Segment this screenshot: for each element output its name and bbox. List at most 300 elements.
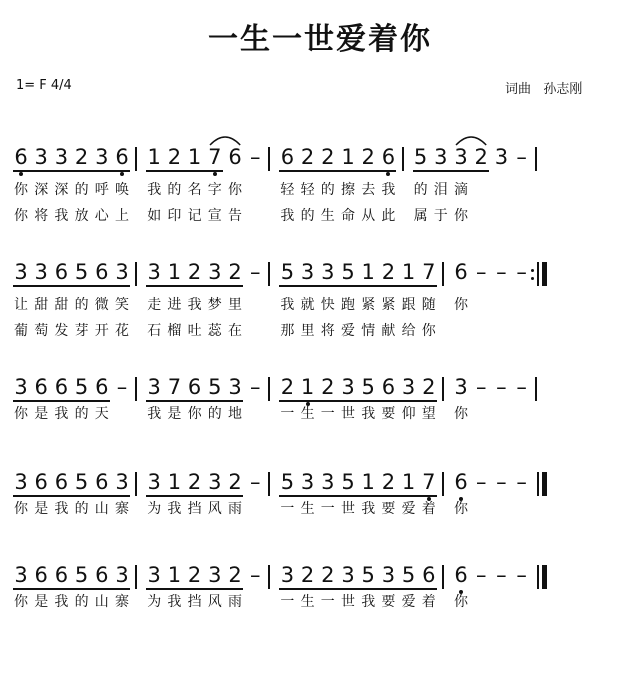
- note: 2: [422, 375, 436, 399]
- note: 5: [280, 470, 295, 494]
- dash-extension: –: [516, 470, 527, 494]
- note: 6: [115, 145, 129, 169]
- lyric-char: 山: [94, 594, 109, 610]
- dash-extension: –: [516, 260, 527, 284]
- note: 3: [147, 375, 161, 399]
- note: 1: [187, 145, 202, 169]
- barline: [442, 377, 444, 401]
- note: 1: [167, 470, 182, 494]
- barline: [135, 262, 137, 286]
- lyric-char: 为: [147, 501, 162, 517]
- lyric-char: 你: [14, 406, 28, 422]
- lyric-char: 呼: [94, 182, 109, 198]
- dash-extension: –: [516, 145, 527, 169]
- lyric-char: 你: [454, 594, 468, 610]
- lyric-char: 爱: [401, 501, 416, 517]
- repeat-barline: [537, 262, 553, 286]
- slur: [209, 133, 241, 147]
- beam-underline: [279, 285, 436, 287]
- lyric-char: 是: [34, 501, 49, 517]
- dash-extension: –: [475, 260, 487, 284]
- note: 2: [228, 563, 242, 587]
- note: 3: [208, 260, 222, 284]
- note: 3: [14, 563, 28, 587]
- lyric-char: 萄: [34, 323, 49, 339]
- lyric-char: 我: [54, 208, 69, 224]
- lyric-char: 我: [280, 208, 295, 224]
- note: 7: [422, 260, 436, 284]
- note: 7: [208, 145, 222, 169]
- lyric-char: 将: [320, 323, 335, 339]
- barline: [135, 565, 137, 589]
- lyric-char: 你: [454, 297, 468, 313]
- lyric-char: 仰: [401, 406, 416, 422]
- lyric-char: 你: [14, 208, 28, 224]
- lyric-char: 我: [167, 594, 182, 610]
- note: 3: [14, 260, 28, 284]
- note: 2: [381, 260, 396, 284]
- lyric-char: 山: [94, 501, 109, 517]
- octave-dot: [120, 172, 124, 176]
- lyric-char: 雨: [228, 501, 242, 517]
- lyric-char: 我: [167, 501, 182, 517]
- lyric-char: 走: [147, 297, 162, 313]
- lyric-char: 跟: [401, 297, 416, 313]
- note: 2: [187, 563, 202, 587]
- lyric-char: 你: [187, 406, 202, 422]
- lyric-char: 里: [228, 297, 242, 313]
- score-line: [0, 260, 640, 370]
- lyric-char: 风: [207, 594, 222, 610]
- lyric-char: 爱: [401, 594, 416, 610]
- dash-extension: –: [516, 563, 527, 587]
- lyric-char: 宣: [207, 208, 222, 224]
- dash-extension: –: [475, 375, 487, 399]
- lyric-char: 的: [74, 594, 89, 610]
- note: 7: [422, 470, 436, 494]
- barline: [135, 472, 137, 496]
- lyric-char: 为: [147, 594, 162, 610]
- note: 6: [95, 563, 109, 587]
- lyric-char: 葡: [14, 323, 28, 339]
- beam-underline: [146, 170, 223, 172]
- lyric-char: 名: [187, 182, 202, 198]
- note: 3: [341, 563, 355, 587]
- note: 3: [381, 563, 396, 587]
- lyric-char: 去: [361, 182, 376, 198]
- lyric-char: 世: [341, 594, 355, 610]
- lyric-char: 开: [94, 323, 109, 339]
- note: 6: [381, 375, 396, 399]
- lyric-char: 记: [187, 208, 202, 224]
- note: 5: [341, 260, 355, 284]
- note: 6: [228, 145, 242, 169]
- lyric-char: 生: [300, 406, 315, 422]
- key-signature: 1= F 4/4: [16, 78, 72, 93]
- note: 3: [54, 145, 69, 169]
- lyric-char: 唤: [115, 182, 129, 198]
- lyric-char: 吐: [187, 323, 202, 339]
- lyric-char: 是: [34, 406, 49, 422]
- lyric-char: 就: [300, 297, 315, 313]
- note: 3: [300, 260, 315, 284]
- barline: [268, 565, 270, 589]
- beam-underline: [146, 588, 243, 590]
- lyric-char: 的: [207, 406, 222, 422]
- note: 6: [54, 260, 69, 284]
- note: 5: [401, 563, 416, 587]
- lyric-char: 你: [14, 501, 28, 517]
- beam-underline: [13, 495, 130, 497]
- lyric-char: 我: [147, 406, 162, 422]
- note: 3: [208, 563, 222, 587]
- note: 3: [300, 470, 315, 494]
- lyric-char: 滴: [454, 182, 468, 198]
- score-line: [0, 563, 640, 673]
- lyric-char: 你: [228, 182, 242, 198]
- note: 3: [321, 260, 335, 284]
- note: 6: [454, 260, 468, 284]
- lyric-char: 世: [341, 501, 355, 517]
- lyric-char: 我: [280, 297, 295, 313]
- note: 6: [95, 470, 109, 494]
- note: 3: [34, 145, 48, 169]
- lyric-char: 你: [14, 594, 28, 610]
- lyric-char: 如: [147, 208, 162, 224]
- note: 1: [167, 563, 182, 587]
- dash-extension: –: [475, 470, 487, 494]
- lyric-char: 要: [381, 406, 396, 422]
- final-barline: [537, 472, 553, 496]
- note: 1: [401, 260, 416, 284]
- lyric-char: 随: [421, 297, 436, 313]
- lyric-char: 我: [381, 182, 396, 198]
- note: 7: [167, 375, 182, 399]
- note: 3: [147, 260, 161, 284]
- note: 2: [361, 145, 375, 169]
- note: 5: [280, 260, 295, 284]
- note: 5: [74, 470, 89, 494]
- lyric-char: 梦: [207, 297, 222, 313]
- lyric-char: 笑: [115, 297, 129, 313]
- note: 3: [208, 470, 222, 494]
- dash-extension: –: [249, 375, 261, 399]
- dash-extension: –: [249, 470, 261, 494]
- lyric-char: 的: [74, 501, 89, 517]
- lyric-char: 蕊: [207, 323, 222, 339]
- note: 2: [300, 145, 315, 169]
- barline: [268, 377, 270, 401]
- note: 6: [280, 145, 295, 169]
- slur: [455, 133, 487, 147]
- note: 2: [74, 145, 89, 169]
- note: 3: [115, 260, 129, 284]
- dash-extension: –: [116, 375, 128, 399]
- final-barline: [537, 565, 553, 589]
- lyric-char: 告: [228, 208, 242, 224]
- note: 1: [147, 145, 161, 169]
- note: 2: [321, 375, 335, 399]
- note: 1: [361, 470, 375, 494]
- note: 5: [74, 563, 89, 587]
- lyric-char: 石: [147, 323, 162, 339]
- beam-underline: [13, 285, 130, 287]
- octave-dot: [306, 402, 310, 406]
- lyric-char: 榴: [167, 323, 182, 339]
- note: 1: [401, 470, 416, 494]
- note: 2: [228, 260, 242, 284]
- beam-underline: [146, 285, 243, 287]
- lyric-char: 我: [361, 406, 376, 422]
- lyric-char: 将: [34, 208, 49, 224]
- note: 2: [474, 145, 488, 169]
- lyric-char: 雨: [228, 594, 242, 610]
- note: 3: [454, 375, 468, 399]
- note: 3: [401, 375, 416, 399]
- octave-dot: [427, 497, 431, 501]
- lyric-char: 心: [94, 208, 109, 224]
- lyric-char: 要: [381, 594, 396, 610]
- lyric-char: 一: [280, 406, 295, 422]
- note: 3: [454, 145, 468, 169]
- lyric-char: 你: [421, 323, 436, 339]
- lyric-char: 进: [167, 297, 182, 313]
- note: 6: [34, 375, 48, 399]
- lyric-char: 情: [361, 323, 376, 339]
- lyric-char: 让: [14, 297, 28, 313]
- lyric-char: 生: [320, 208, 335, 224]
- lyric-char: 世: [341, 406, 355, 422]
- lyric-char: 寨: [115, 594, 129, 610]
- lyric-char: 的: [320, 182, 335, 198]
- note: 2: [300, 563, 315, 587]
- lyric-char: 里: [300, 323, 315, 339]
- beam-underline: [279, 400, 436, 402]
- beam-underline: [413, 170, 490, 172]
- lyric-char: 此: [381, 208, 396, 224]
- lyric-char: 我: [54, 594, 69, 610]
- lyric-char: 印: [167, 208, 182, 224]
- lyric-char: 的: [74, 182, 89, 198]
- note: 5: [74, 375, 89, 399]
- lyric-char: 深: [34, 182, 49, 198]
- lyric-char: 那: [280, 323, 295, 339]
- lyric-char: 跑: [341, 297, 355, 313]
- lyric-char: 快: [320, 297, 335, 313]
- lyric-char: 上: [115, 208, 129, 224]
- lyric-char: 在: [228, 323, 242, 339]
- note: 6: [454, 563, 468, 587]
- dash-extension: –: [496, 563, 507, 587]
- lyric-char: 字: [207, 182, 222, 198]
- note: 3: [341, 375, 355, 399]
- barline: [535, 147, 537, 171]
- note: 3: [95, 145, 109, 169]
- lyric-char: 的: [300, 208, 315, 224]
- barline: [535, 377, 537, 401]
- lyric-char: 一: [320, 501, 335, 517]
- barline: [135, 147, 137, 171]
- lyric-char: 你: [454, 501, 468, 517]
- dash-extension: –: [496, 375, 507, 399]
- lyric-char: 属: [413, 208, 428, 224]
- credits: 词曲 孙志刚: [505, 82, 583, 97]
- note: 6: [95, 260, 109, 284]
- score-line: [0, 375, 640, 485]
- lyric-char: 要: [381, 501, 396, 517]
- barline: [402, 147, 404, 171]
- barline: [268, 147, 270, 171]
- lyric-char: 我: [361, 501, 376, 517]
- note: 3: [228, 375, 242, 399]
- lyric-char: 的: [413, 182, 428, 198]
- lyric-char: 一: [280, 594, 295, 610]
- note: 3: [494, 145, 509, 169]
- lyric-char: 命: [341, 208, 355, 224]
- note: 6: [95, 375, 109, 399]
- lyric-char: 爱: [341, 323, 355, 339]
- note: 1: [361, 260, 375, 284]
- dash-extension: –: [496, 260, 507, 284]
- dash-extension: –: [249, 145, 261, 169]
- lyric-char: 挡: [187, 594, 202, 610]
- beam-underline: [146, 495, 243, 497]
- lyric-char: 你: [454, 406, 468, 422]
- note: 3: [280, 563, 295, 587]
- lyric-char: 一: [320, 594, 335, 610]
- barline: [135, 377, 137, 401]
- note: 6: [454, 470, 468, 494]
- lyric-char: 轻: [300, 182, 315, 198]
- note: 3: [147, 563, 161, 587]
- lyric-char: 擦: [341, 182, 355, 198]
- dash-extension: –: [516, 375, 527, 399]
- lyric-char: 甜: [54, 297, 69, 313]
- note: 3: [321, 470, 335, 494]
- lyric-char: 风: [207, 501, 222, 517]
- beam-underline: [279, 170, 396, 172]
- beam-underline: [146, 400, 243, 402]
- lyric-char: 于: [433, 208, 448, 224]
- note: 5: [361, 375, 375, 399]
- note: 5: [208, 375, 222, 399]
- lyric-char: 我: [361, 594, 376, 610]
- note: 1: [300, 375, 315, 399]
- barline: [442, 262, 444, 286]
- note: 5: [341, 470, 355, 494]
- note: 2: [280, 375, 295, 399]
- lyric-char: 深: [54, 182, 69, 198]
- note: 3: [14, 470, 28, 494]
- note: 6: [422, 563, 436, 587]
- note: 3: [434, 145, 448, 169]
- lyric-char: 我: [187, 297, 202, 313]
- note: 6: [34, 470, 48, 494]
- note: 6: [54, 470, 69, 494]
- lyric-char: 泪: [433, 182, 448, 198]
- note: 6: [54, 375, 69, 399]
- lyric-char: 芽: [74, 323, 89, 339]
- dash-extension: –: [475, 563, 487, 587]
- dash-extension: –: [249, 563, 261, 587]
- lyric-char: 微: [94, 297, 109, 313]
- note: 3: [147, 470, 161, 494]
- lyric-char: 地: [228, 406, 242, 422]
- lyric-char: 着: [421, 594, 436, 610]
- lyric-char: 望: [421, 406, 436, 422]
- lyric-char: 放: [74, 208, 89, 224]
- lyric-char: 紧: [361, 297, 376, 313]
- dash-extension: –: [496, 470, 507, 494]
- lyric-char: 寨: [115, 501, 129, 517]
- lyric-char: 献: [381, 323, 396, 339]
- lyric-char: 我: [147, 182, 162, 198]
- beam-underline: [13, 170, 130, 172]
- note: 6: [54, 563, 69, 587]
- lyric-char: 紧: [381, 297, 396, 313]
- lyric-char: 轻: [280, 182, 295, 198]
- note: 2: [321, 145, 335, 169]
- lyric-char: 是: [34, 594, 49, 610]
- note: 6: [381, 145, 396, 169]
- lyric-char: 是: [167, 406, 182, 422]
- note: 2: [187, 470, 202, 494]
- lyric-char: 花: [115, 323, 129, 339]
- note: 2: [167, 145, 182, 169]
- beam-underline: [13, 400, 110, 402]
- lyric-char: 你: [454, 208, 468, 224]
- note: 5: [361, 563, 375, 587]
- barline: [442, 472, 444, 496]
- lyric-char: 我: [54, 501, 69, 517]
- lyric-char: 的: [167, 182, 182, 198]
- barline: [268, 472, 270, 496]
- barline: [442, 565, 444, 589]
- beam-underline: [279, 495, 436, 497]
- lyric-char: 一: [320, 406, 335, 422]
- lyric-char: 你: [14, 182, 28, 198]
- octave-dot: [386, 172, 390, 176]
- note: 2: [381, 470, 396, 494]
- beam-underline: [279, 588, 436, 590]
- note: 2: [228, 470, 242, 494]
- note: 3: [115, 563, 129, 587]
- octave-dot: [19, 172, 23, 176]
- lyric-char: 发: [54, 323, 69, 339]
- lyric-char: 生: [300, 501, 315, 517]
- note: 3: [34, 260, 48, 284]
- beam-underline: [13, 588, 130, 590]
- lyric-char: 一: [280, 501, 295, 517]
- score-line: [0, 145, 640, 255]
- lyric-char: 天: [94, 406, 109, 422]
- octave-dot: [459, 497, 463, 501]
- note: 2: [187, 260, 202, 284]
- note: 5: [74, 260, 89, 284]
- lyric-char: 着: [421, 501, 436, 517]
- dash-extension: –: [249, 260, 261, 284]
- lyric-char: 的: [74, 406, 89, 422]
- note: 6: [187, 375, 202, 399]
- note: 6: [14, 145, 28, 169]
- note: 2: [321, 563, 335, 587]
- lyric-char: 挡: [187, 501, 202, 517]
- note: 3: [115, 470, 129, 494]
- note: 6: [34, 563, 48, 587]
- octave-dot: [459, 590, 463, 594]
- lyric-char: 给: [401, 323, 416, 339]
- song-title: 一生一世爱着你: [208, 22, 432, 57]
